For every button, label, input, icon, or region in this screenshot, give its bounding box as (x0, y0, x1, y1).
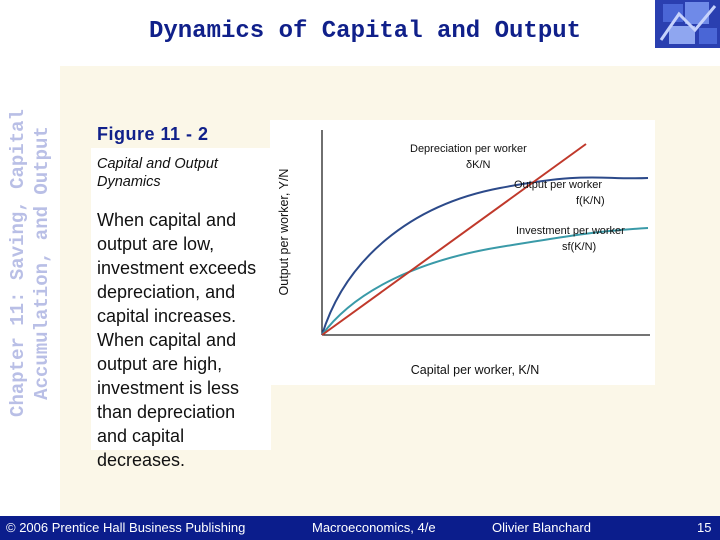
logo-icon (655, 0, 720, 48)
figure-subtitle: Capital and Output Dynamics (97, 156, 218, 190)
investment-label: Investment per worker (516, 225, 625, 237)
capital-output-graph (270, 120, 655, 385)
graph-svg (270, 120, 655, 385)
output-label: Output per worker (514, 179, 603, 191)
footer-bar (0, 516, 720, 540)
chapter-title: Chapter 11: Saving, Capital Accumulation, and Output (7, 109, 53, 417)
x-axis-label: Capital per worker, K/N (410, 363, 540, 377)
figure-description: When capital and output are low, investment exceeds depreciation, and capital increases. When capital and output are high, investment is less than depreciation and capital decreases. (97, 210, 257, 470)
y-axis-label: Output per worker, Y/N (277, 168, 291, 296)
slide-title: Dynamics of Capital and Output (148, 18, 582, 45)
investment-formula: sf(K/N) (562, 241, 597, 253)
figure-label: Figure 11 - 2 (97, 124, 209, 144)
depreciation-label: Depreciation per worker (410, 143, 527, 155)
output-formula: f(K/N) (576, 195, 605, 207)
footer-author: Olivier Blanchard (492, 520, 591, 535)
investment-curve (322, 228, 648, 335)
footer-copyright: © 2006 Prentice Hall Business Publishing (6, 520, 246, 535)
page-number: 15 (697, 520, 712, 535)
depreciation-formula: δK/N (466, 159, 491, 171)
footer-book: Macroeconomics, 4/e (312, 520, 436, 535)
